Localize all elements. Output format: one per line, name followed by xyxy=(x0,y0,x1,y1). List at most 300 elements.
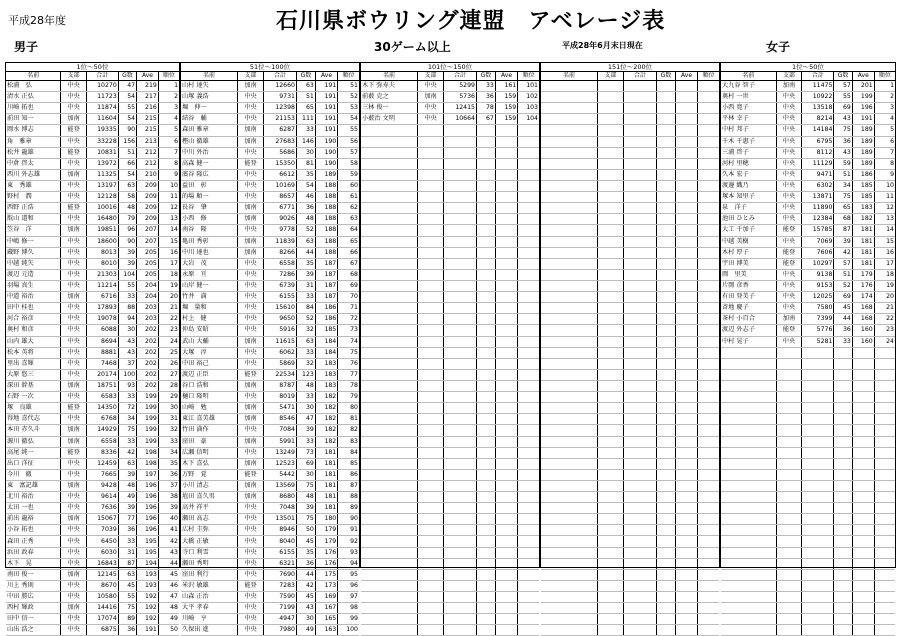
total-pins-cell: 16480 xyxy=(86,214,118,225)
branch-cell xyxy=(418,614,444,625)
total-pins-cell xyxy=(624,603,657,614)
column-header-branch: 支部 xyxy=(238,72,264,81)
average-cell: 168 xyxy=(852,303,874,314)
branch-cell xyxy=(598,236,624,247)
average-cell xyxy=(675,258,697,269)
branch-cell xyxy=(598,436,624,447)
rank-cell xyxy=(518,314,539,325)
player-name-cell: 南谷 隆 xyxy=(181,225,238,236)
player-name-cell: 大九谷 智子 xyxy=(721,81,776,92)
branch-cell: 中央 xyxy=(238,625,264,636)
rank-cell xyxy=(698,569,719,580)
player-name-cell: 源川 徹弘 xyxy=(6,436,61,447)
average-cell: 181 xyxy=(315,480,337,491)
total-pins-cell xyxy=(444,414,477,425)
total-pins-cell: 11890 xyxy=(802,203,834,214)
rank-cell xyxy=(518,569,539,580)
games-count-cell: 30 xyxy=(297,614,316,625)
average-cell xyxy=(852,569,874,580)
table-row xyxy=(6,580,179,591)
branch-cell: 中央 xyxy=(61,314,86,325)
rank-cell xyxy=(698,247,719,258)
average-cell xyxy=(675,192,697,203)
rank-cell: 100 xyxy=(338,625,359,636)
average-table xyxy=(721,72,895,636)
rank-cell: 11 xyxy=(874,192,895,203)
player-name-cell: 仲島 安昭 xyxy=(181,325,238,336)
games-count-cell: 35 xyxy=(297,258,316,269)
games-count-cell: 63 xyxy=(297,236,316,247)
average-cell xyxy=(852,414,874,425)
table-row xyxy=(721,536,895,547)
table-row xyxy=(541,425,719,436)
average-cell xyxy=(495,436,517,447)
branch-cell: 加南 xyxy=(238,247,264,258)
average-cell: 181 xyxy=(315,458,337,469)
average-cell: 189 xyxy=(852,125,874,136)
player-name-cell: 川崎 拓也 xyxy=(6,103,61,114)
player-name-cell: 樋口 隆明 xyxy=(181,392,238,403)
total-pins-cell: 5442 xyxy=(264,469,297,480)
average-cell xyxy=(675,147,697,158)
branch-cell: 中央 xyxy=(61,558,86,569)
rank-cell: 15 xyxy=(158,236,179,247)
table-row xyxy=(721,314,895,325)
rank-cell: 25 xyxy=(158,347,179,358)
total-pins-cell: 14184 xyxy=(802,125,834,136)
average-cell xyxy=(495,380,517,391)
rank-cell xyxy=(698,592,719,603)
branch-cell: 中央 xyxy=(776,236,801,247)
average-cell: 219 xyxy=(137,81,159,92)
games-count-cell xyxy=(477,492,496,503)
rank-cell xyxy=(698,303,719,314)
average-cell: 181 xyxy=(852,258,874,269)
player-name-cell: 前薮 克之 xyxy=(361,92,418,103)
games-count-cell xyxy=(657,414,676,425)
average-cell xyxy=(675,514,697,525)
average-cell xyxy=(495,203,517,214)
total-pins-cell: 12459 xyxy=(86,458,118,469)
total-pins-cell: 17893 xyxy=(86,303,118,314)
branch-cell xyxy=(598,169,624,180)
player-name-cell xyxy=(721,380,776,391)
branch-cell xyxy=(776,392,801,403)
games-count-cell xyxy=(477,269,496,280)
table-row xyxy=(6,369,179,380)
branch-cell xyxy=(598,325,624,336)
games-count-cell: 73 xyxy=(297,447,316,458)
total-pins-cell xyxy=(444,547,477,558)
games-count-cell xyxy=(657,625,676,636)
games-count-cell xyxy=(657,492,676,503)
branch-cell xyxy=(598,447,624,458)
games-count-cell: 36 xyxy=(118,525,136,536)
block-rank-range-header: 1位～50位 xyxy=(6,63,179,72)
player-name-cell: 中田 裕己 xyxy=(181,358,238,369)
rank-cell: 104 xyxy=(518,114,539,125)
total-pins-cell: 13569 xyxy=(264,480,297,491)
branch-cell xyxy=(598,614,624,625)
average-cell: 182 xyxy=(315,436,337,447)
total-pins-cell xyxy=(624,614,657,625)
rank-cell xyxy=(518,469,539,480)
rank-cell: 17 xyxy=(874,258,895,269)
average-cell: 196 xyxy=(137,525,159,536)
player-name-cell: 河村 里穂 xyxy=(721,158,776,169)
total-pins-cell: 12415 xyxy=(444,103,477,114)
total-pins-cell xyxy=(802,592,834,603)
column-header-total-pins: 合計 xyxy=(444,72,477,81)
average-cell: 181 xyxy=(315,447,337,458)
branch-cell: 中央 xyxy=(61,103,86,114)
total-pins-cell xyxy=(444,458,477,469)
total-pins-cell xyxy=(444,436,477,447)
branch-cell xyxy=(598,469,624,480)
rank-cell: 13 xyxy=(874,214,895,225)
table-row xyxy=(721,225,895,236)
player-name-cell: 広村 圭弥 xyxy=(181,525,238,536)
rank-cell: 56 xyxy=(338,136,359,147)
branch-cell xyxy=(598,547,624,558)
table-row xyxy=(361,569,539,580)
average-cell: 181 xyxy=(852,236,874,247)
table-row xyxy=(181,225,359,236)
total-pins-cell xyxy=(444,125,477,136)
games-count-cell xyxy=(477,592,496,603)
branch-cell xyxy=(418,347,444,358)
player-name-cell: 角 雅章 xyxy=(6,136,61,147)
total-pins-cell xyxy=(802,425,834,436)
player-name-cell: 埴田 喜久男 xyxy=(181,492,238,503)
total-pins-cell xyxy=(444,403,477,414)
table-row xyxy=(721,480,895,491)
rank-cell xyxy=(518,536,539,547)
rank-cell: 70 xyxy=(338,292,359,303)
games-count-cell xyxy=(657,425,676,436)
female-section-label: 女子 xyxy=(766,40,791,54)
average-cell xyxy=(675,592,697,603)
games-count-cell xyxy=(834,492,852,503)
player-name-cell: 窪田 豪 xyxy=(181,436,238,447)
total-pins-cell xyxy=(802,358,834,369)
player-name-cell: 平林 幸子 xyxy=(721,114,776,125)
total-pins-cell: 6875 xyxy=(86,625,118,636)
average-cell xyxy=(675,414,697,425)
column-header-row xyxy=(721,72,895,81)
table-row xyxy=(6,81,179,92)
rank-cell: 101 xyxy=(518,81,539,92)
rank-cell xyxy=(874,469,895,480)
total-pins-cell xyxy=(624,269,657,280)
total-pins-cell xyxy=(624,236,657,247)
average-cell: 163 xyxy=(315,625,337,636)
rank-cell: 14 xyxy=(874,225,895,236)
player-name-cell: 中村 晃子 xyxy=(721,336,776,347)
player-name-cell xyxy=(361,303,418,314)
branch-cell xyxy=(418,569,444,580)
player-name-cell xyxy=(721,603,776,614)
rank-cell: 63 xyxy=(338,214,359,225)
games-count-cell: 55 xyxy=(118,103,136,114)
games-count-cell xyxy=(657,314,676,325)
male-rank-151-200-block xyxy=(540,62,720,568)
total-pins-cell: 19851 xyxy=(86,225,118,236)
rank-cell xyxy=(518,325,539,336)
table-row xyxy=(721,125,895,136)
average-cell xyxy=(495,469,517,480)
average-cell: 180 xyxy=(315,514,337,525)
games-count-cell: 51 xyxy=(118,147,136,158)
player-name-cell xyxy=(541,625,598,636)
total-pins-cell: 8546 xyxy=(264,414,297,425)
average-cell xyxy=(675,214,697,225)
total-pins-cell: 12523 xyxy=(264,458,297,469)
total-pins-cell xyxy=(444,480,477,491)
games-count-cell xyxy=(477,192,496,203)
average-cell xyxy=(852,603,874,614)
average-cell: 191 xyxy=(137,625,159,636)
total-pins-cell: 8670 xyxy=(86,580,118,591)
games-count-cell xyxy=(657,169,676,180)
table-row xyxy=(721,558,895,569)
average-cell: 184 xyxy=(315,347,337,358)
branch-cell: 中央 xyxy=(238,280,264,291)
column-header-average: Ave xyxy=(852,72,874,81)
branch-cell: 能登 xyxy=(776,325,801,336)
games-count-cell xyxy=(477,447,496,458)
games-count-cell: 78 xyxy=(477,103,496,114)
total-pins-cell xyxy=(444,536,477,547)
table-row xyxy=(361,236,539,247)
rank-cell: 4 xyxy=(158,114,179,125)
table-row xyxy=(6,592,179,603)
average-cell: 176 xyxy=(315,558,337,569)
total-pins-cell: 6583 xyxy=(86,392,118,403)
rank-cell xyxy=(874,436,895,447)
total-pins-cell xyxy=(624,192,657,203)
total-pins-cell: 33228 xyxy=(86,136,118,147)
table-row xyxy=(361,258,539,269)
branch-cell: 中央 xyxy=(776,169,801,180)
games-count-cell xyxy=(477,303,496,314)
player-name-cell xyxy=(541,258,598,269)
table-row xyxy=(721,503,895,514)
player-name-cell: 益田 彰 xyxy=(181,180,238,191)
total-pins-cell xyxy=(444,158,477,169)
total-pins-cell: 10664 xyxy=(444,114,477,125)
average-cell: 195 xyxy=(137,547,159,558)
rank-cell xyxy=(698,414,719,425)
games-count-cell: 49 xyxy=(297,625,316,636)
table-row xyxy=(721,458,895,469)
total-pins-cell xyxy=(624,569,657,580)
games-count-cell xyxy=(477,558,496,569)
games-count-cell xyxy=(477,125,496,136)
rank-cell: 46 xyxy=(158,580,179,591)
average-cell xyxy=(495,136,517,147)
table-row xyxy=(361,136,539,147)
games-count-cell: 32 xyxy=(297,325,316,336)
branch-cell: 中央 xyxy=(238,325,264,336)
branch-cell xyxy=(418,303,444,314)
player-name-cell xyxy=(541,92,598,103)
branch-cell xyxy=(598,458,624,469)
table-row xyxy=(6,147,179,158)
table-row xyxy=(6,380,179,391)
player-name-cell: 山内 雄大 xyxy=(6,336,61,347)
player-name-cell xyxy=(541,292,598,303)
table-row xyxy=(721,169,895,180)
rank-cell xyxy=(698,92,719,103)
player-name-cell xyxy=(541,447,598,458)
branch-cell: 中央 xyxy=(238,269,264,280)
table-row xyxy=(361,614,539,625)
total-pins-cell xyxy=(444,392,477,403)
player-name-cell xyxy=(361,314,418,325)
games-count-cell xyxy=(657,92,676,103)
branch-cell xyxy=(418,236,444,247)
player-name-cell: 高井 祥平 xyxy=(181,503,238,514)
branch-cell xyxy=(776,369,801,380)
average-cell: 185 xyxy=(852,180,874,191)
player-name-cell: 久保出 進 xyxy=(181,625,238,636)
player-name-cell: 渡辺 元造 xyxy=(6,269,61,280)
total-pins-cell: 7399 xyxy=(802,314,834,325)
table-row xyxy=(721,269,895,280)
games-count-cell: 90 xyxy=(118,125,136,136)
games-count-cell xyxy=(477,214,496,225)
games-count-cell: 57 xyxy=(834,258,852,269)
table-row xyxy=(6,536,179,547)
total-pins-cell xyxy=(624,258,657,269)
branch-cell: 中央 xyxy=(61,180,86,191)
games-count-cell xyxy=(657,558,676,569)
average-cell xyxy=(495,158,517,169)
branch-cell: 加南 xyxy=(61,425,86,436)
games-count-cell: 33 xyxy=(297,292,316,303)
branch-cell xyxy=(776,358,801,369)
games-count-cell xyxy=(834,436,852,447)
total-pins-cell: 8013 xyxy=(86,247,118,258)
total-pins-cell xyxy=(444,614,477,625)
rank-cell: 78 xyxy=(338,380,359,391)
table-row xyxy=(721,114,895,125)
player-name-cell: 大塚 淳 xyxy=(181,347,238,358)
player-name-cell xyxy=(721,347,776,358)
table-row xyxy=(6,103,179,114)
total-pins-cell xyxy=(444,336,477,347)
player-name-cell xyxy=(361,458,418,469)
total-pins-cell xyxy=(624,158,657,169)
total-pins-cell xyxy=(802,580,834,591)
table-row xyxy=(181,492,359,503)
branch-cell xyxy=(776,558,801,569)
total-pins-cell xyxy=(624,425,657,436)
rank-cell xyxy=(698,458,719,469)
total-pins-cell xyxy=(624,514,657,525)
branch-cell xyxy=(598,203,624,214)
games-count-cell xyxy=(657,103,676,114)
block-rank-range-header: 151位～200位 xyxy=(541,63,719,72)
table-row xyxy=(721,180,895,191)
average-cell: 182 xyxy=(852,214,874,225)
total-pins-cell: 8336 xyxy=(86,447,118,458)
games-count-cell: 87 xyxy=(834,225,852,236)
total-pins-cell: 7606 xyxy=(802,247,834,258)
table-row xyxy=(541,169,719,180)
table-row xyxy=(541,369,719,380)
table-row xyxy=(721,592,895,603)
average-cell: 209 xyxy=(137,214,159,225)
total-pins-cell: 11214 xyxy=(86,280,118,291)
total-pins-cell xyxy=(802,458,834,469)
column-header-average: Ave xyxy=(315,72,337,81)
games-count-cell xyxy=(477,514,496,525)
rank-cell xyxy=(518,247,539,258)
branch-cell: 加南 xyxy=(238,336,264,347)
table-row xyxy=(361,514,539,525)
rank-cell xyxy=(698,280,719,291)
rank-cell: 73 xyxy=(338,325,359,336)
rank-cell xyxy=(518,192,539,203)
total-pins-cell: 19335 xyxy=(86,125,118,136)
games-count-cell: 79 xyxy=(118,214,136,225)
rank-cell xyxy=(518,580,539,591)
rank-cell xyxy=(698,603,719,614)
total-pins-cell xyxy=(444,214,477,225)
branch-cell: 中央 xyxy=(61,258,86,269)
games-count-cell xyxy=(834,536,852,547)
player-name-cell: 木村 厚子 xyxy=(721,247,776,258)
table-row xyxy=(361,103,539,114)
total-pins-cell xyxy=(444,325,477,336)
games-count-cell: 42 xyxy=(834,247,852,258)
column-header-player-name: 名前 xyxy=(6,72,61,81)
table-row xyxy=(6,314,179,325)
branch-cell xyxy=(418,558,444,569)
total-pins-cell xyxy=(444,358,477,369)
rank-cell xyxy=(698,258,719,269)
average-cell: 165 xyxy=(315,614,337,625)
rank-cell xyxy=(698,480,719,491)
average-cell xyxy=(675,403,697,414)
table-row xyxy=(6,292,179,303)
table-row xyxy=(6,303,179,314)
table-row xyxy=(721,614,895,625)
average-cell xyxy=(495,369,517,380)
table-row xyxy=(6,269,179,280)
average-cell: 194 xyxy=(137,558,159,569)
games-count-cell xyxy=(834,369,852,380)
branch-cell xyxy=(418,403,444,414)
average-cell: 199 xyxy=(852,92,874,103)
branch-cell xyxy=(418,603,444,614)
games-count-cell: 39 xyxy=(118,247,136,258)
total-pins-cell: 9026 xyxy=(264,214,297,225)
player-name-cell: 武山 大輔 xyxy=(181,336,238,347)
column-header-branch: 支部 xyxy=(61,72,86,81)
table-row xyxy=(361,336,539,347)
games-count-cell xyxy=(657,403,676,414)
average-cell xyxy=(675,81,697,92)
average-cell: 188 xyxy=(315,180,337,191)
average-cell: 196 xyxy=(852,103,874,114)
player-name-cell xyxy=(361,280,418,291)
table-row xyxy=(361,603,539,614)
games-count-cell xyxy=(477,614,496,625)
player-name-cell: 亀田 秀彰 xyxy=(181,236,238,247)
